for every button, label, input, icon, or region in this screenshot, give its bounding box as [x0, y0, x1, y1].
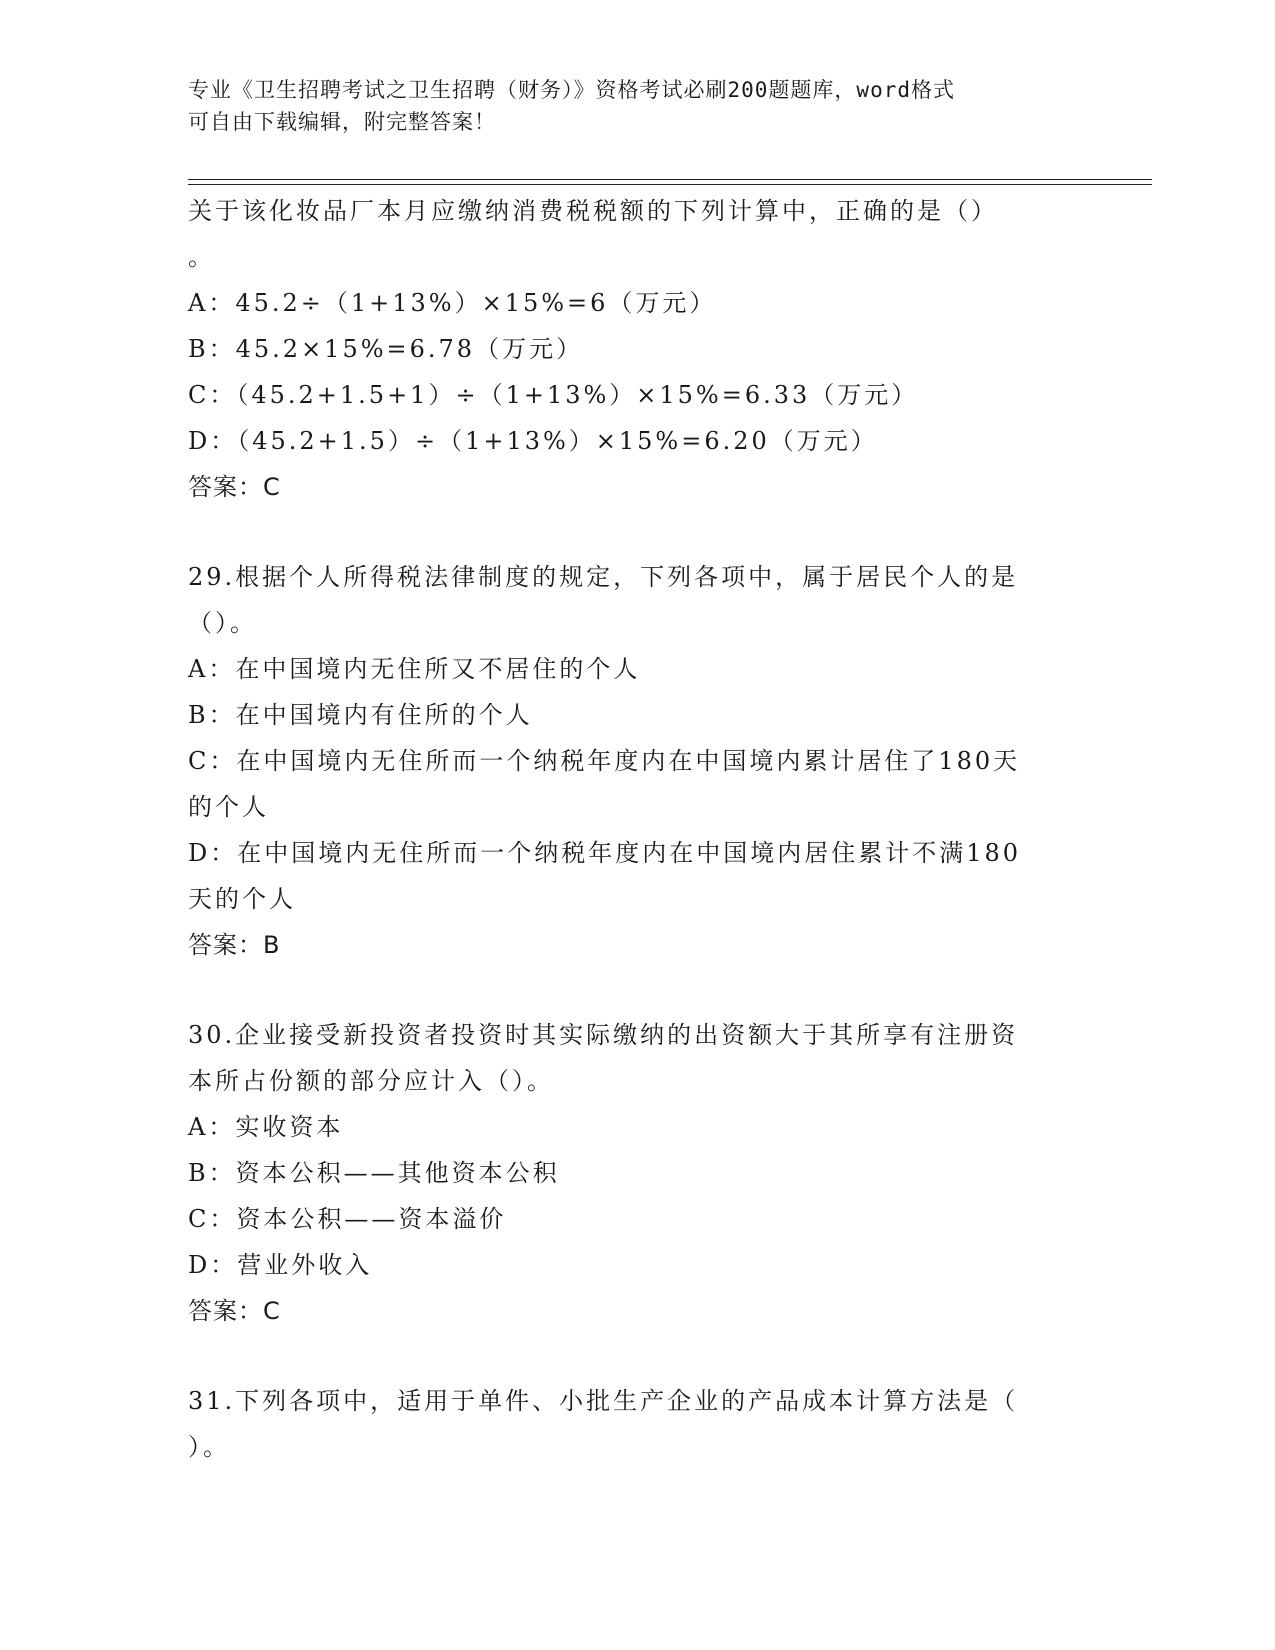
question-stem-continued: 。	[188, 243, 215, 271]
option-b: B：在中国境内有住所的个人	[188, 701, 533, 729]
question-30	[188, 1012, 1088, 1334]
option-b: B：资本公积——其他资本公积	[188, 1159, 560, 1187]
question-spacer	[188, 510, 1088, 554]
header-line-1: 专业《卫生招聘考试之卫生招聘（财务）》资格考试必刷200题题库，word格式	[188, 78, 955, 102]
question-stem-continued: ）。	[188, 1433, 230, 1461]
option-a: A：实收资本	[188, 1113, 344, 1141]
option-d: D：（45.2+1.5）÷（1+13%）×15%=6.20（万元）	[188, 427, 878, 455]
option-c-continued: 的个人	[188, 793, 269, 821]
option-a: A：45.2÷（1+13%）×15%=6（万元）	[188, 289, 717, 317]
question-spacer	[188, 1334, 1088, 1378]
question-stem: 30.企业接受新投资者投资时其实际缴纳的出资额大于其所享有注册资	[188, 1021, 1019, 1049]
option-c: C：（45.2+1.5+1）÷（1+13%）×15%=6.33（万元）	[188, 381, 919, 409]
question-stem: 29.根据个人所得税法律制度的规定，下列各项中，属于居民个人的是	[188, 563, 1019, 591]
question-stem: 关于该化妆品厂本月应缴纳消费税税额的下列计算中，正确的是（）	[188, 197, 998, 225]
option-d: D：在中国境内无住所而一个纳税年度内在中国境内居住累计不满180	[188, 839, 1022, 867]
answer: 答案：C	[188, 1297, 281, 1325]
option-a: A：在中国境内无住所又不居住的个人	[188, 655, 641, 683]
answer: 答案：B	[188, 931, 281, 959]
question-list	[188, 188, 1088, 1470]
question-stem: 31.下列各项中，适用于单件、小批生产企业的产品成本计算方法是（	[188, 1387, 1019, 1415]
header-line-2: 可自由下载编辑，附完整答案！	[188, 110, 496, 134]
document-header	[188, 74, 1068, 138]
question-stem-continued: 本所占份额的部分应计入（）。	[188, 1067, 554, 1095]
option-c: C：资本公积——资本溢价	[188, 1205, 507, 1233]
question-29	[188, 554, 1088, 968]
question-28	[188, 188, 1088, 510]
header-divider-bottom	[188, 184, 1152, 185]
option-b: B：45.2×15%=6.78（万元）	[188, 335, 584, 363]
option-d: D：营业外收入	[188, 1251, 373, 1279]
option-c: C：在中国境内无住所而一个纳税年度内在中国境内累计居住了180天	[188, 747, 1021, 775]
answer: 答案：C	[188, 473, 281, 501]
question-spacer	[188, 968, 1088, 1012]
question-stem-continued: （）。	[188, 609, 257, 637]
option-d-continued: 天的个人	[188, 885, 296, 913]
question-31	[188, 1378, 1088, 1470]
header-divider-top	[188, 179, 1152, 180]
